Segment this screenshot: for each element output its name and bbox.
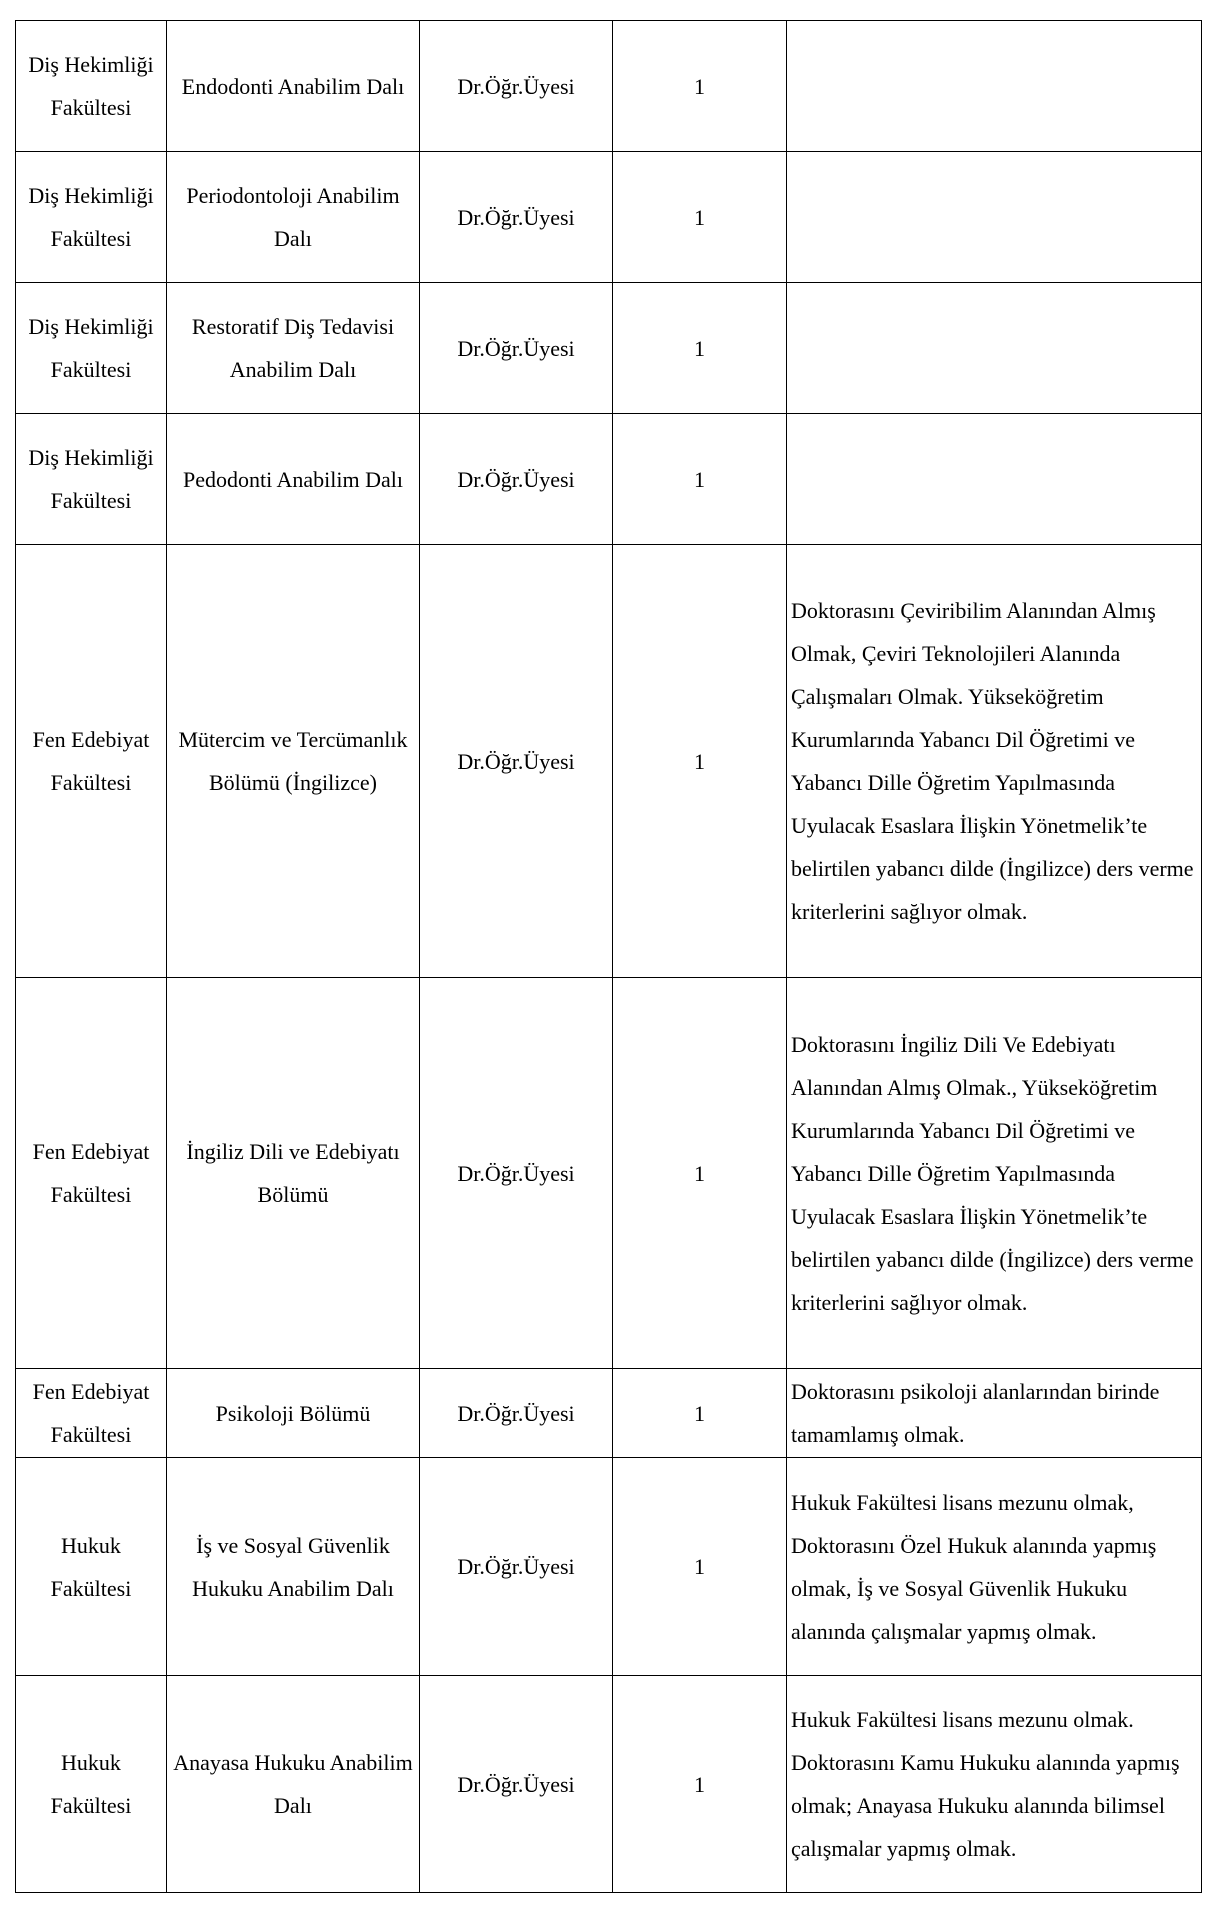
title-cell: Dr.Öğr.Üyesi [420, 414, 613, 545]
table-row [16, 1676, 1202, 1893]
requirements-cell: Doktorasını Çeviribilim Alanından Almış Olmak, Çeviri Teknolojileri Alanında Çalışmaları Olmak. Yükseköğretim Kurumlarında Yabancı Dil Öğretimi ve Yabancı Dille Öğretim Yapılmasında Uyulacak Esaslara İlişkin Yönetmelik’te belirtilen yabancı dilde (İngilizce) ders verme kriterlerini sağlıyor olmak. [787, 545, 1202, 978]
title-cell: Dr.Öğr.Üyesi [420, 1369, 613, 1458]
count-cell: 1 [613, 978, 787, 1369]
department-cell: Pedodonti Anabilim Dalı [167, 414, 420, 545]
department-cell: Mütercim ve Tercümanlık Bölümü (İngilizce) [167, 545, 420, 978]
title-cell: Dr.Öğr.Üyesi [420, 545, 613, 978]
table-row [16, 283, 1202, 414]
count-cell: 1 [613, 152, 787, 283]
faculty-cell: Diş Hekimliği Fakültesi [16, 152, 167, 283]
department-cell: Anayasa Hukuku Anabilim Dalı [167, 1676, 420, 1893]
requirements-cell: Doktorasını psikoloji alanlarından birinde tamamlamış olmak. [787, 1369, 1202, 1458]
department-cell: Psikoloji Bölümü [167, 1369, 420, 1458]
positions-table [15, 20, 1202, 1893]
faculty-cell: Hukuk Fakültesi [16, 1458, 167, 1676]
requirements-cell [787, 152, 1202, 283]
department-cell: Restoratif Diş Tedavisi Anabilim Dalı [167, 283, 420, 414]
requirements-cell: Hukuk Fakültesi lisans mezunu olmak. Doktorasını Kamu Hukuku alanında yapmış olmak; Anayasa Hukuku alanında bilimsel çalışmalar yapmış olmak. [787, 1676, 1202, 1893]
count-cell: 1 [613, 545, 787, 978]
faculty-cell: Fen Edebiyat Fakültesi [16, 1369, 167, 1458]
faculty-cell: Hukuk Fakültesi [16, 1676, 167, 1893]
title-cell: Dr.Öğr.Üyesi [420, 978, 613, 1369]
table-row [16, 152, 1202, 283]
count-cell: 1 [613, 21, 787, 152]
title-cell: Dr.Öğr.Üyesi [420, 1676, 613, 1893]
table-row [16, 978, 1202, 1369]
faculty-cell: Diş Hekimliği Fakültesi [16, 21, 167, 152]
table-row [16, 1369, 1202, 1458]
department-cell: İş ve Sosyal Güvenlik Hukuku Anabilim Dalı [167, 1458, 420, 1676]
count-cell: 1 [613, 414, 787, 545]
count-cell: 1 [613, 1458, 787, 1676]
requirements-cell: Doktorasını İngiliz Dili Ve Edebiyatı Alanından Almış Olmak., Yükseköğretim Kurumlarında Yabancı Dil Öğretimi ve Yabancı Dille Öğretim Yapılmasında Uyulacak Esaslara İlişkin Yönetmelik’te belirtilen yabancı dilde (İngilizce) ders verme kriterlerini sağlıyor olmak. [787, 978, 1202, 1369]
table-row [16, 21, 1202, 152]
title-cell: Dr.Öğr.Üyesi [420, 152, 613, 283]
faculty-cell: Fen Edebiyat Fakültesi [16, 978, 167, 1369]
count-cell: 1 [613, 1369, 787, 1458]
count-cell: 1 [613, 1676, 787, 1893]
department-cell: Endodonti Anabilim Dalı [167, 21, 420, 152]
table-row [16, 1458, 1202, 1676]
department-cell: İngiliz Dili ve Edebiyatı Bölümü [167, 978, 420, 1369]
count-cell: 1 [613, 283, 787, 414]
faculty-cell: Diş Hekimliği Fakültesi [16, 283, 167, 414]
title-cell: Dr.Öğr.Üyesi [420, 21, 613, 152]
title-cell: Dr.Öğr.Üyesi [420, 1458, 613, 1676]
title-cell: Dr.Öğr.Üyesi [420, 283, 613, 414]
requirements-cell: Hukuk Fakültesi lisans mezunu olmak, Doktorasını Özel Hukuk alanında yapmış olmak, İş ve Sosyal Güvenlik Hukuku alanında çalışmalar yapmış olmak. [787, 1458, 1202, 1676]
faculty-cell: Diş Hekimliği Fakültesi [16, 414, 167, 545]
table-row [16, 414, 1202, 545]
faculty-cell: Fen Edebiyat Fakültesi [16, 545, 167, 978]
table-row [16, 545, 1202, 978]
requirements-cell [787, 414, 1202, 545]
requirements-cell [787, 283, 1202, 414]
requirements-cell [787, 21, 1202, 152]
department-cell: Periodontoloji Anabilim Dalı [167, 152, 420, 283]
